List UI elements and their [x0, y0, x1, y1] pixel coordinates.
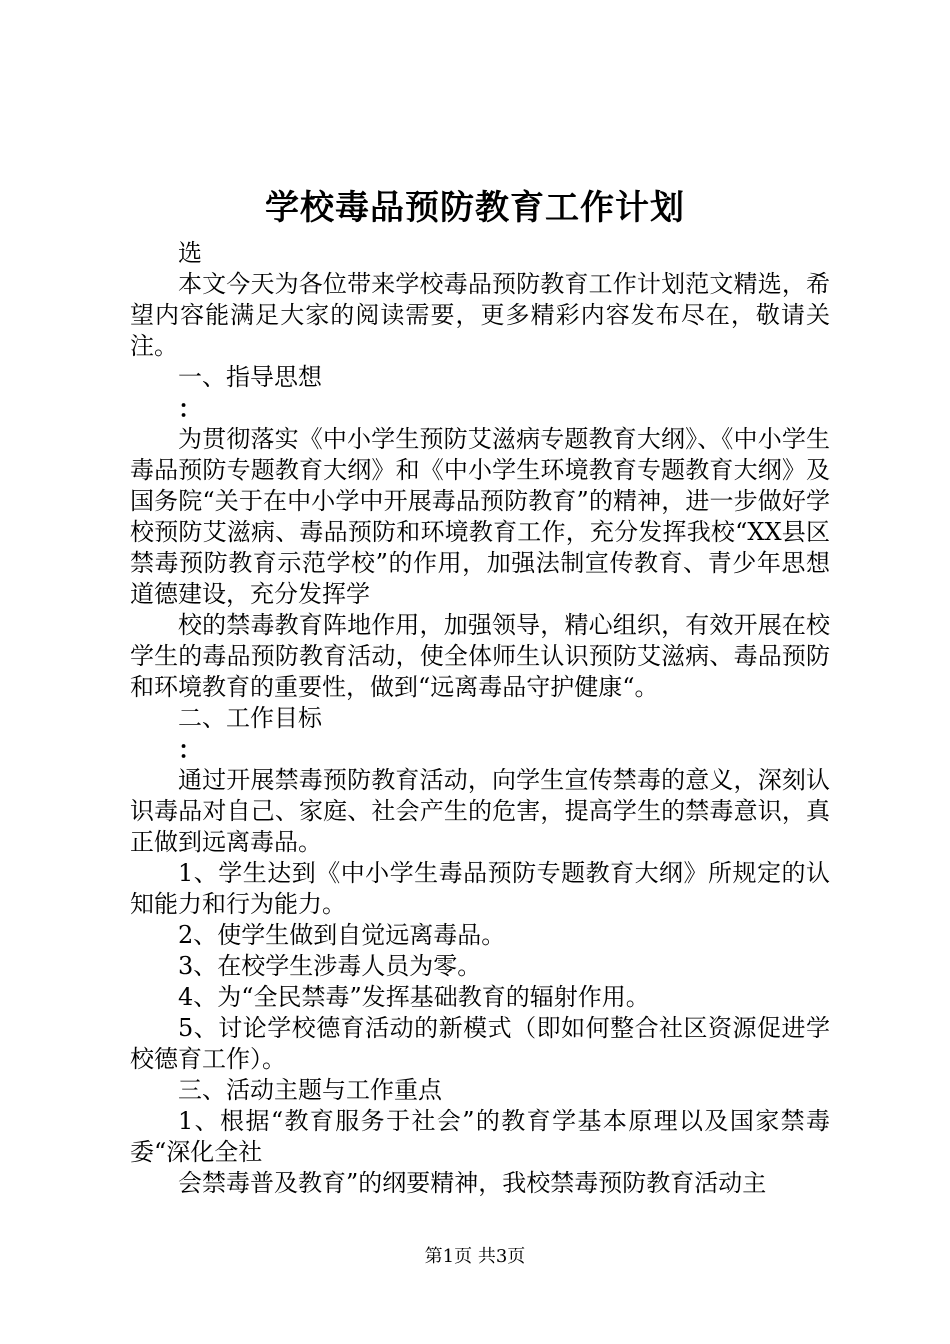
paragraph: 为贯彻落实《中小学生预防艾滋病专题教育大纲》、《中小学生毒品预防专题教育大纲》和《中小学生环境教育专题教育大纲》及国务院“关于在中小学中开展毒品预防教育”的精神，进一步做好学校预防艾滋病、毒品预防和环境教育工作，充分发挥我校“XX县区禁毒预防教育示范学校”的作用，加强法制宣传教育、青少年思想道德建设，充分发挥学 [130, 425, 830, 608]
document-title: 学校毒品预防教育工作计划 [265, 188, 685, 228]
section-heading: 一、指导思想 [178, 363, 322, 391]
paragraph: 选 [178, 239, 202, 267]
list-item: 5、讨论学校德育活动的新模式（即如何整合社区资源促进学校德育工作）。 [130, 1014, 830, 1073]
section-heading: 三、活动主题与工作重点 [178, 1076, 442, 1104]
paragraph: 本文今天为各位带来学校毒品预防教育工作计划范文精选，希望内容能满足大家的阅读需要，更多精彩内容发布尽在，敬请关注。 [130, 270, 830, 360]
paragraph: 通过开展禁毒预防教育活动，向学生宣传禁毒的意义，深刻认识毒品对自己、家庭、社会产生的危害，提高学生的禁毒意识，真正做到远离毒品。 [130, 766, 830, 856]
section-heading: 二、工作目标 [178, 704, 322, 732]
paragraph: ： [178, 394, 202, 423]
list-item: 1、学生达到《中小学生毒品预防专题教育大纲》所规定的认知能力和行为能力。 [130, 859, 830, 918]
paragraph: 会禁毒普及教育”的纲要精神，我校禁毒预防教育活动主 [178, 1169, 767, 1197]
list-item: 1、根据“教育服务于社会”的教育学基本原理以及国家禁毒委“深化全社 [130, 1107, 830, 1166]
paragraph: 校的禁毒教育阵地作用，加强领导，精心组织，有效开展在校学生的毒品预防教育活动，使全体师生认识预防艾滋病、毒品预防和环境教育的重要性，做到“远离毒品守护健康“。 [130, 611, 830, 701]
page-footer: 第1页 共3页 [424, 1246, 526, 1267]
paragraph: ： [178, 735, 202, 764]
list-item: 2、使学生做到自觉远离毒品。 [178, 921, 506, 949]
list-item: 4、为“全民禁毒”发挥基础教育的辐射作用。 [178, 983, 650, 1011]
document-body [130, 238, 830, 1199]
list-item: 3、在校学生涉毒人员为零。 [178, 952, 482, 980]
